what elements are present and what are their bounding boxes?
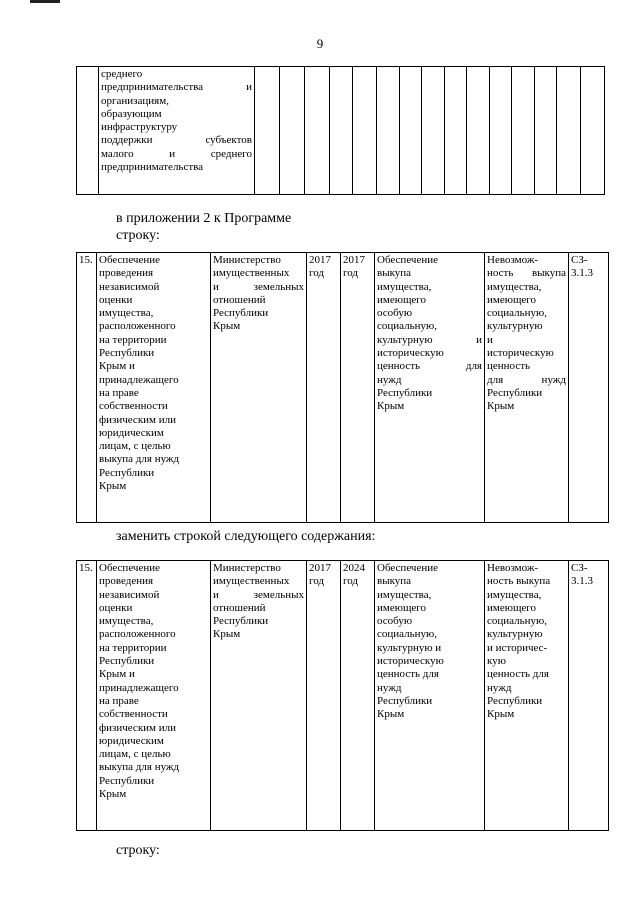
end-year	[341, 561, 375, 831]
cell-line: год	[343, 267, 359, 280]
cell-line: имеющего	[487, 601, 537, 614]
cell-line: СЗ-	[571, 562, 588, 574]
cell-line: ность выкупа	[487, 267, 566, 280]
cell-line: имущества,	[99, 307, 154, 320]
measure-name	[97, 253, 211, 523]
cont-cell	[280, 67, 305, 195]
cell-line: Крым и	[99, 360, 135, 373]
cell-line: Обеспечение	[377, 562, 438, 574]
cell-line: Крым	[377, 708, 405, 721]
cell-line: имеющего	[377, 293, 427, 306]
cont-cell	[445, 67, 467, 195]
cell-line: имущественных	[213, 575, 290, 588]
cell-line: СЗ-	[571, 254, 588, 266]
cell-line: имущества,	[99, 615, 154, 628]
cell-line: ценность для	[377, 668, 439, 681]
cell-line: Крым	[377, 400, 405, 413]
cell-line: независимой	[99, 280, 160, 293]
cell-line: Республики	[487, 694, 543, 707]
page-number: 9	[316, 36, 324, 51]
cell-line: Обеспечение	[377, 254, 438, 266]
cell-line: Республики	[487, 386, 543, 399]
cell-line: Крым	[487, 708, 515, 721]
cell-line: и земельных	[213, 280, 304, 293]
cell-line: нужд	[377, 681, 402, 694]
end-year	[341, 253, 375, 523]
cell-line: имущества,	[487, 588, 542, 601]
cell-line: предпринимательства и	[101, 81, 252, 94]
cell-line: Республики	[377, 386, 433, 399]
cell-line: Крым	[213, 628, 241, 641]
cell-line: Республики	[213, 307, 269, 320]
cell-line: для нужд	[487, 373, 566, 386]
cont-cell	[512, 67, 535, 195]
cell-line: независимой	[99, 588, 160, 601]
cell-line: отношений	[213, 601, 266, 614]
paragraph-row-label-2: строку:	[116, 843, 160, 858]
cell-line: Крым и	[99, 668, 135, 681]
cell-line: социальную,	[377, 628, 437, 641]
cell-line: 2017	[343, 254, 365, 266]
cell-line: имущества,	[377, 280, 432, 293]
cell-line: принадлежащего	[99, 681, 179, 694]
cell-line: 2024	[343, 562, 365, 574]
cell-line: социальную,	[377, 320, 437, 333]
paragraph-row-label-1: строку:	[116, 228, 160, 243]
cell-line: физическим или	[99, 721, 177, 734]
cont-cell	[305, 67, 330, 195]
cell-line: Республики	[99, 655, 155, 668]
cell-line: юридическим	[99, 734, 164, 747]
cell-line: историческую	[487, 347, 554, 360]
cell-line: расположенного	[99, 320, 176, 333]
cell-line: культурную	[487, 628, 543, 641]
cell-line: культурную и	[377, 641, 442, 654]
cell-line: особую	[377, 307, 413, 320]
cell-line: на праве	[99, 386, 139, 399]
cell-line: Крым	[213, 320, 241, 333]
executor	[211, 561, 307, 831]
cell-line: год	[309, 575, 325, 588]
cell-line: имущества,	[377, 588, 432, 601]
cell-line: имеющего	[377, 601, 427, 614]
cell-line: имеющего	[487, 293, 537, 306]
cell-line: особую	[377, 615, 413, 628]
cont-cell	[557, 67, 581, 195]
cell-line: малого и среднего	[101, 147, 252, 160]
cont-cell-text	[99, 67, 255, 195]
cell-line: выкупа для нужд	[99, 761, 180, 774]
cell-line: 2017	[309, 562, 331, 574]
cell-line: Крым	[99, 788, 127, 801]
cell-line: выкупа	[377, 267, 412, 280]
code	[569, 561, 609, 831]
cell-line: Республики	[213, 615, 269, 628]
continuation-table	[76, 66, 605, 195]
cell-line: лицам, с целью	[99, 748, 171, 761]
cell-line: нужд	[487, 681, 512, 694]
cell-line: Республики	[377, 694, 433, 707]
cell-line: юридическим	[99, 426, 164, 439]
cont-cell	[422, 67, 445, 195]
cell-line: социальную,	[487, 615, 547, 628]
cell-line: Невозмож-	[487, 254, 539, 266]
cell-line: Министерство	[213, 254, 281, 266]
cont-cell	[467, 67, 490, 195]
cell-line: оценки	[99, 601, 133, 614]
cont-cell	[377, 67, 400, 195]
cell-line: образующим	[101, 107, 162, 120]
expected-result	[375, 253, 485, 523]
cell-line: принадлежащего	[99, 373, 179, 386]
cell-line: имущества,	[487, 280, 542, 293]
executor	[211, 253, 307, 523]
cell-line: на территории	[99, 333, 167, 346]
cell-line: проведения	[99, 267, 154, 280]
consequences	[485, 561, 569, 831]
cell-line: 2017	[309, 254, 331, 266]
cell-line: год	[343, 575, 359, 588]
cell-line: ность выкупа	[487, 575, 551, 588]
cont-cell	[400, 67, 422, 195]
cell-line: проведения	[99, 575, 154, 588]
start-year	[307, 561, 341, 831]
expected-result	[375, 561, 485, 831]
cell-line: нужд	[377, 373, 402, 386]
cell-line: организациям,	[101, 94, 169, 107]
cont-cell	[330, 67, 353, 195]
cell-line: историческую	[377, 655, 444, 668]
cell-line: выкупа	[377, 575, 412, 588]
cell-line: 3.1.3	[571, 267, 593, 280]
cell-line: отношений	[213, 293, 266, 306]
cell-line: Крым	[487, 400, 515, 413]
cell-line: Министерство	[213, 562, 281, 574]
cell-line: и историчес-	[487, 641, 548, 654]
cell-line: Республики	[99, 774, 155, 787]
cell-line: Республики	[99, 466, 155, 479]
cell-line: физическим или	[99, 413, 177, 426]
cell-line: Обеспечение	[99, 562, 160, 574]
start-year	[307, 253, 341, 523]
cell-line: на территории	[99, 641, 167, 654]
cell-line: и земельных	[213, 588, 304, 601]
cell-line: социальную,	[487, 307, 547, 320]
cell-line: выкупа для нужд	[99, 453, 180, 466]
cell-line: на праве	[99, 694, 139, 707]
cell-line: Республики	[99, 347, 155, 360]
cont-cell	[581, 67, 605, 195]
consequences	[485, 253, 569, 523]
cont-cell	[353, 67, 377, 195]
cell-line: год	[309, 267, 325, 280]
cell-line: Крым	[99, 480, 127, 493]
corner-mark	[30, 0, 60, 3]
cont-cell	[535, 67, 557, 195]
row-number: 15.	[77, 561, 97, 831]
paragraph-replace: заменить строкой следующего содержания:	[116, 529, 376, 544]
row-number: 15.	[77, 253, 97, 523]
cell-line: Обеспечение	[99, 254, 160, 266]
cont-cell-num	[77, 67, 99, 195]
cell-line: ценность для	[487, 668, 549, 681]
cell-line: оценки	[99, 293, 133, 306]
cell-line: собственности	[99, 400, 168, 413]
cell-line: среднего	[101, 68, 143, 80]
measure-name	[97, 561, 211, 831]
cell-line: инфраструктуру	[101, 121, 178, 134]
cell-line: поддержки субъектов	[101, 134, 252, 147]
cell-line: культурную	[487, 320, 543, 333]
cell-line: расположенного	[99, 628, 176, 641]
cont-cell	[255, 67, 280, 195]
cell-line: культурную и	[377, 333, 482, 346]
cell-line: имущественных	[213, 267, 290, 280]
cell-line: и	[487, 333, 493, 346]
code	[569, 253, 609, 523]
cont-cell	[490, 67, 512, 195]
cell-line: ценность	[487, 360, 531, 373]
paragraph-appendix: в приложении 2 к Программе	[116, 211, 292, 226]
cell-line: лицам, с целью	[99, 440, 171, 453]
cell-line: 3.1.3	[571, 575, 593, 588]
cell-line: Невозмож-	[487, 562, 539, 574]
cell-line: ценность для	[377, 360, 482, 373]
cell-line: собственности	[99, 708, 168, 721]
new-row-table	[76, 560, 609, 831]
old-row-table	[76, 252, 609, 523]
cell-line: предпринимательства	[101, 161, 204, 174]
cell-line: историческую	[377, 347, 444, 360]
cell-line: кую	[487, 655, 506, 668]
